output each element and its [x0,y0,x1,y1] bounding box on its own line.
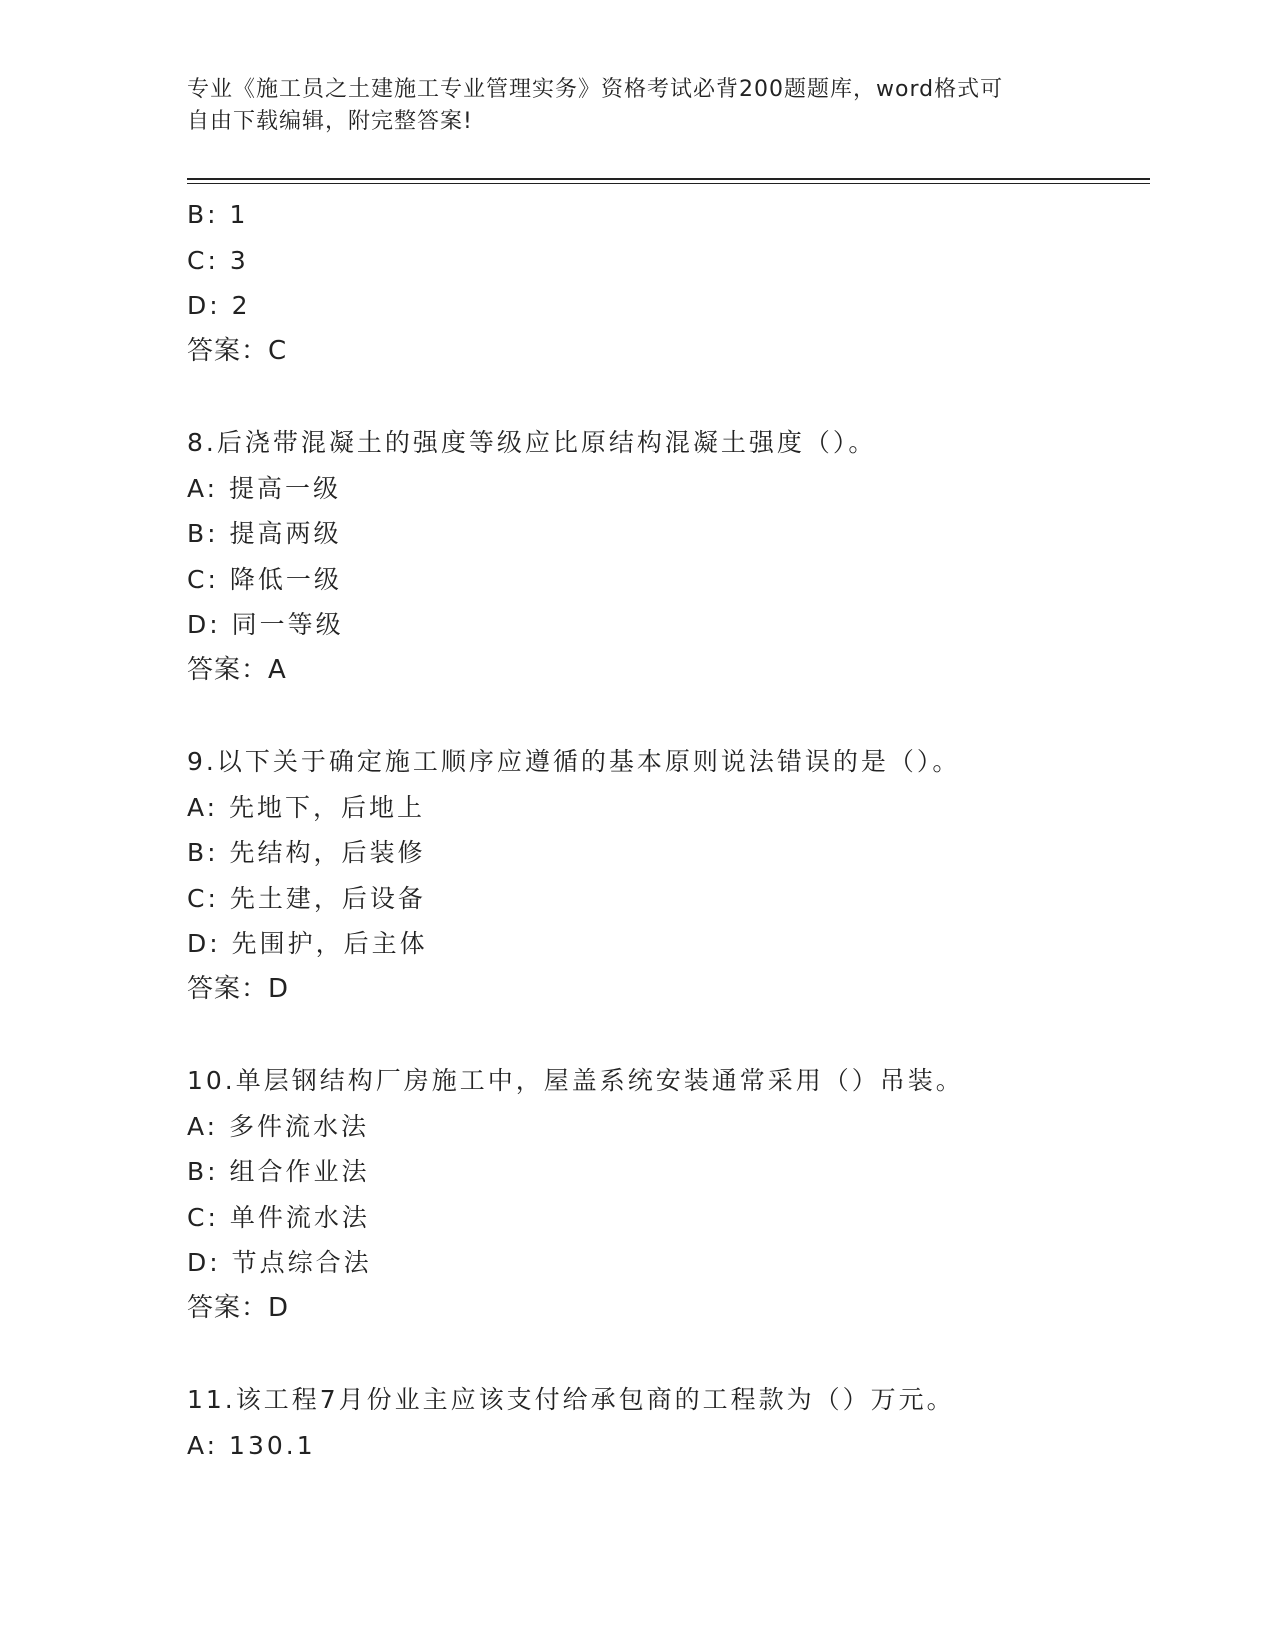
question-stem: 9.以下关于确定施工顺序应遵循的基本原则说法错误的是（）。 [187,747,961,776]
option-b: B: 先结构，后装修 [187,838,426,867]
option-a: A: 先地下，后地上 [187,792,426,822]
document-header [187,74,1067,138]
header-title-line-1: 专业《施工员之土建施工专业管理实务》资格考试必背200题题库，word格式可 [187,77,1004,102]
option-c: C: 单件流水法 [187,1202,370,1232]
question-stem: 8.后浇带混凝土的强度等级应比原结构混凝土强度（）。 [187,428,877,457]
option-c: C: 降低一级 [187,564,342,594]
answer-line: 答案：A [187,654,287,685]
spacer [187,1012,1150,1058]
header-title-line-2: 自由下载编辑，附完整答案! [187,109,473,134]
option-d: D: 同一等级 [187,610,344,639]
option-b: B: 组合作业法 [187,1157,370,1186]
question-stem: 11.该工程7月份业主应该支付给承包商的工程款为（）万元。 [187,1385,955,1414]
question-11 [187,1377,1150,1468]
option-a: A: 提高一级 [187,473,342,503]
question-7-continued [187,192,1150,374]
option-d: D: 2 [187,291,251,320]
option-a: A: 多件流水法 [187,1111,370,1141]
question-10 [187,1058,1150,1331]
option-a: A: 130.1 [187,1430,316,1460]
answer-line: 答案：D [187,1292,290,1323]
spacer [187,1331,1150,1377]
option-b: B: 提高两级 [187,519,342,548]
spacer [187,693,1150,739]
header-divider-thick [187,178,1150,180]
option-c: C: 先土建，后设备 [187,883,426,913]
answer-line: 答案：C [187,335,288,366]
question-stem: 10.单层钢结构厂房施工中，屋盖系统安装通常采用（）吊装。 [187,1066,964,1095]
question-list [187,192,1150,1468]
header-divider-thin [187,183,1150,184]
option-b: B: 1 [187,200,249,229]
answer-line: 答案：D [187,973,290,1004]
question-9 [187,739,1150,1012]
spacer [187,374,1150,420]
question-8 [187,420,1150,693]
option-d: D: 节点综合法 [187,1248,372,1277]
option-c: C: 3 [187,245,249,275]
option-d: D: 先围护，后主体 [187,929,428,958]
